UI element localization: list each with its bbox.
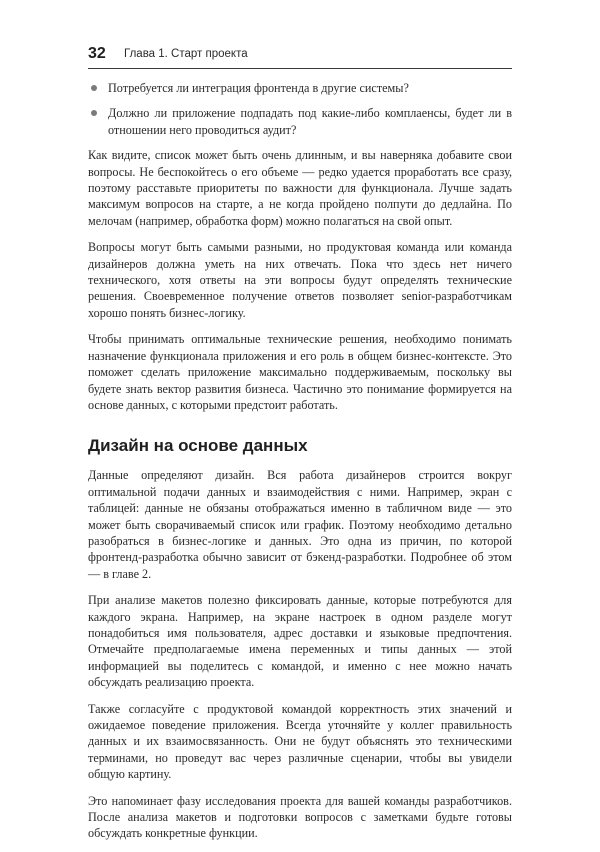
paragraph: Как видите, список может быть очень длинным, и вы наверняка добавите свои вопросы. Не беспокойтесь о его объеме — редко удается проработать все сразу, поэтому расставьте приоритеты по важности для функционала. Лучше задать максимум вопросов на старте, а не когда пройдено полпути до дедлайна. По мелочам (например, обработка форм) можно полагаться на свой опыт. [88, 148, 512, 228]
page-body [88, 80, 512, 852]
bullet-text: Потребуется ли интеграция фронтенда в другие системы? [108, 81, 409, 95]
list-item [88, 80, 512, 96]
section-heading: Дизайн на основе данных [88, 436, 308, 456]
paragraph: Данные определяют дизайн. Вся работа дизайнеров строится вокруг оптимальной подачи данных и взаимодействия с ними. Например, экран с таблицей: данные не обязаны отображаться именно в табличном виде — это может быть сворачиваемый список или график. Поэтому необходимо детально разобраться в бизнес-логике и данных. Это одна из причин, по которой фронтенд-разработка обычно зависит от бэкенд-разработки. Подробнее об этом — в главе 2. [88, 468, 512, 581]
bullet-list [88, 80, 512, 138]
paragraph: Чтобы принимать оптимальные технические решения, необходимо понимать назначение функционала приложения и его роль в общем бизнес-контексте. Это поможет сделать приложение максимально поддерживаемым, поскольку вы будете знать вектор развития бизнеса. Частично это понимание формируется на основе данных, с которыми предстоит работать. [88, 332, 512, 412]
bullet-text: Должно ли приложение подпадать под какие-либо комплаенсы, будет ли в отношении него проводиться аудит? [108, 106, 512, 137]
chapter-title: Глава 1. Старт проекта [124, 48, 248, 60]
running-header [88, 44, 512, 69]
paragraph: Вопросы могут быть самыми разными, но продуктовая команда или команда дизайнеров должна уметь на них отвечать. Пока что здесь нет ничего технического, хотя ответы на эти вопросы будут определять технические решения. Своевременное получение ответов позволяет senior-разработчикам хорошо понять бизнес-логику. [88, 240, 512, 320]
list-item [88, 105, 512, 138]
paragraph: При анализе макетов полезно фиксировать данные, которые потребуются для каждого экрана. Например, на экране настроек в одном разделе могут понадобиться имя пользователя, адрес доставки и языковые предпочтения. Отмечайте предполагаемые имена переменных и типы данных — этой информацией вы поделитесь с командой, и именно с нее можно начать обсуждать реализацию проекта. [88, 593, 512, 690]
page-number: 32 [88, 45, 106, 62]
bullet-icon [91, 110, 97, 116]
paragraph: Это напоминает фазу исследования проекта для вашей команды разработчиков. После анализа макетов и подготовки вопросов с заметками будьте готовы обсуждать конкретные функции. [88, 793, 512, 841]
bullet-icon [91, 85, 97, 91]
paragraph: Также согласуйте с продуктовой командой корректность этих значений и ожидаемое поведение приложения. Всегда уточняйте у коллег правильность данных и их взаимосвязанность. Они не будут объяснять это техническими терминами, но проведут вас через различные сценарии, чтобы вы увидели общую картину. [88, 701, 512, 782]
